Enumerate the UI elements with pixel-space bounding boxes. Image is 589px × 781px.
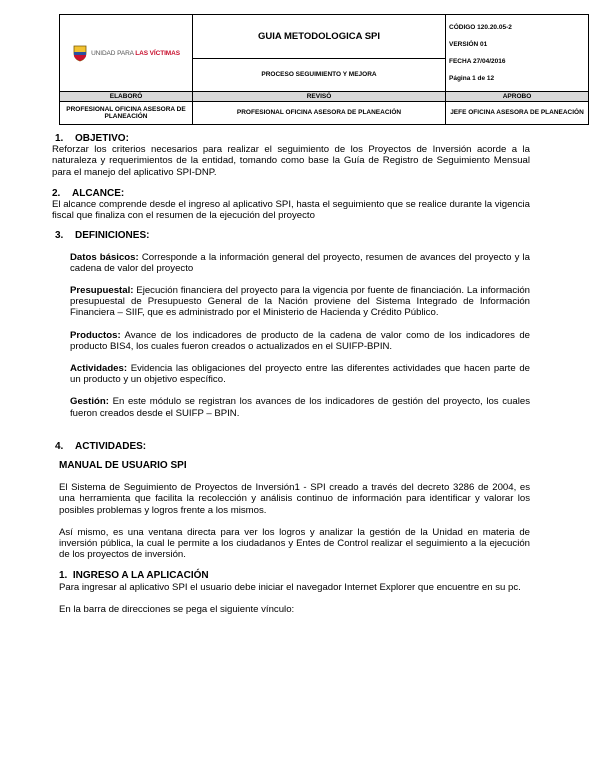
unidad-victimas-logo	[60, 44, 192, 62]
section-number: 3.	[55, 230, 64, 242]
subsection-number: 1.	[59, 570, 68, 582]
process-name: PROCESO SEGUIMIENTO Y MEJORA	[193, 58, 446, 91]
document-control-cell	[446, 15, 589, 92]
subsection-title: INGRESO A LA APLICACIÓN	[72, 570, 209, 582]
logo-text-line1: UNIDAD PARA	[91, 49, 134, 57]
definition-term: Datos básicos:	[70, 251, 139, 263]
section-number: 4.	[55, 440, 64, 452]
page-number: Página 1 de 12	[449, 74, 495, 82]
definition-text: Evidencia las obligaciones del proyecto entre las diferentes actividades que hacen parte de un producto y un objetivo específico.	[70, 363, 530, 386]
actividades-paragraph-1: El Sistema de Seguimiento de Proyectos de Inversión1 - SPI creado a través del decreto 3286 de 2004, es una herramienta que facilita la recolección y análisis continuo de información para identificar y valorar los posibles problemas y logros frente a los mismos.	[59, 482, 530, 516]
objetivo-text: Reforzar los criterios necesarios para realizar el seguimiento de los Proyectos de Inversión acorde a la naturaleza y requerimientos de la entidad, tomando como base la Guía de Registro de Seguimiento Mensual para el manejo del aplicativo SPI-DNP.	[52, 144, 530, 178]
actividades-paragraph-2: Así mismo, es una ventana directa para ver los logros y analizar la gestión de la Unidad en materia de inversión pública, la cual le permite a los ciudadanos y Entes de Control realizar el seguimiento a la ejecución de los proyectos de inversión.	[59, 526, 530, 561]
definition-text: En este módulo se registran los avances de los indicadores de gestión del proyecto, los cuales fueron creados desde el SUIFP – BPIN.	[70, 396, 530, 419]
actividades-paragraph-4: En la barra de direcciones se pega el siguiente vínculo:	[59, 603, 295, 615]
section-title: DEFINICIONES:	[75, 230, 150, 242]
definition-term: Actividades:	[70, 363, 128, 375]
role-aprobo: APROBO	[446, 92, 589, 102]
role-reviso: REVISÓ	[193, 92, 446, 102]
section-heading-actividades	[52, 441, 530, 452]
document-date: FECHA 27/04/2016	[449, 57, 506, 65]
document-code: CÓDIGO 120.20.05-2	[449, 23, 512, 31]
definition-actividades	[70, 363, 530, 385]
section-title: OBJETIVO:	[75, 133, 129, 144]
definition-datos-basicos	[70, 252, 530, 274]
actividades-paragraph-3: Para ingresar al aplicativo SPI el usuario debe iniciar el navegador Internet Explorer que encuentre en su pc.	[59, 581, 521, 593]
logo-text-line2: LAS VÍCTIMAS	[135, 49, 180, 57]
document-version: VERSIÓN 01	[449, 40, 488, 48]
section-number: 2.	[52, 187, 61, 199]
elaboro-name: PROFESIONAL OFICINA ASESORA DE PLANEACIÓN	[60, 102, 193, 125]
document-header-table	[59, 14, 589, 125]
coat-of-arms-icon	[72, 44, 88, 62]
logo-cell	[60, 15, 193, 92]
reviso-name: PROFESIONAL OFICINA ASESORA DE PLANEACIÓN	[193, 102, 446, 125]
definition-text: Avance de los indicadores de producto de la cadena de valor como de los indicadores de producto BIS4, los cuales fueron creados o actualizados en el SUIFP-BPIN.	[70, 329, 530, 352]
section-heading-objetivo	[52, 133, 530, 144]
definition-term: Productos:	[70, 329, 121, 341]
definition-productos	[70, 330, 530, 352]
definition-presupuestal	[70, 285, 530, 319]
manual-title: MANUAL DE USUARIO SPI	[59, 460, 187, 472]
section-number: 1.	[55, 133, 64, 144]
subsection-heading-ingreso	[59, 570, 530, 581]
role-elaboro: ELABORÓ	[60, 92, 193, 102]
section-title: ACTIVIDADES:	[75, 440, 147, 452]
section-heading-definiciones	[52, 230, 530, 241]
document-body	[52, 133, 530, 615]
section-heading-alcance	[52, 188, 530, 199]
definition-text: Corresponde a la información general del proyecto, resumen de avances del proyecto y la cadena de valor del proyecto	[70, 251, 530, 274]
definition-term: Presupuestal:	[70, 285, 134, 297]
definition-gestion	[70, 396, 530, 418]
aprobo-name: JEFE OFICINA ASESORA DE PLANEACIÓN	[446, 102, 589, 125]
section-title: ALCANCE:	[72, 187, 125, 199]
alcance-text: El alcance comprende desde el ingreso al aplicativo SPI, hasta el seguimiento que se realice durante la vigencia fiscal que finaliza con el resumen de la ejecución del proyecto	[52, 199, 530, 222]
definition-term: Gestión:	[70, 396, 109, 408]
document-title: GUIA METODOLOGICA SPI	[193, 15, 446, 59]
definition-text: Ejecución financiera del proyecto para la vigencia por fuente de financiación. La información presupuestal de Presupuesto General de la Nación proviene del Sistema Integrado de Información Financiera – SIIF, que es administrado por el Ministerio de Hacienda y Crédito Público.	[70, 285, 530, 319]
